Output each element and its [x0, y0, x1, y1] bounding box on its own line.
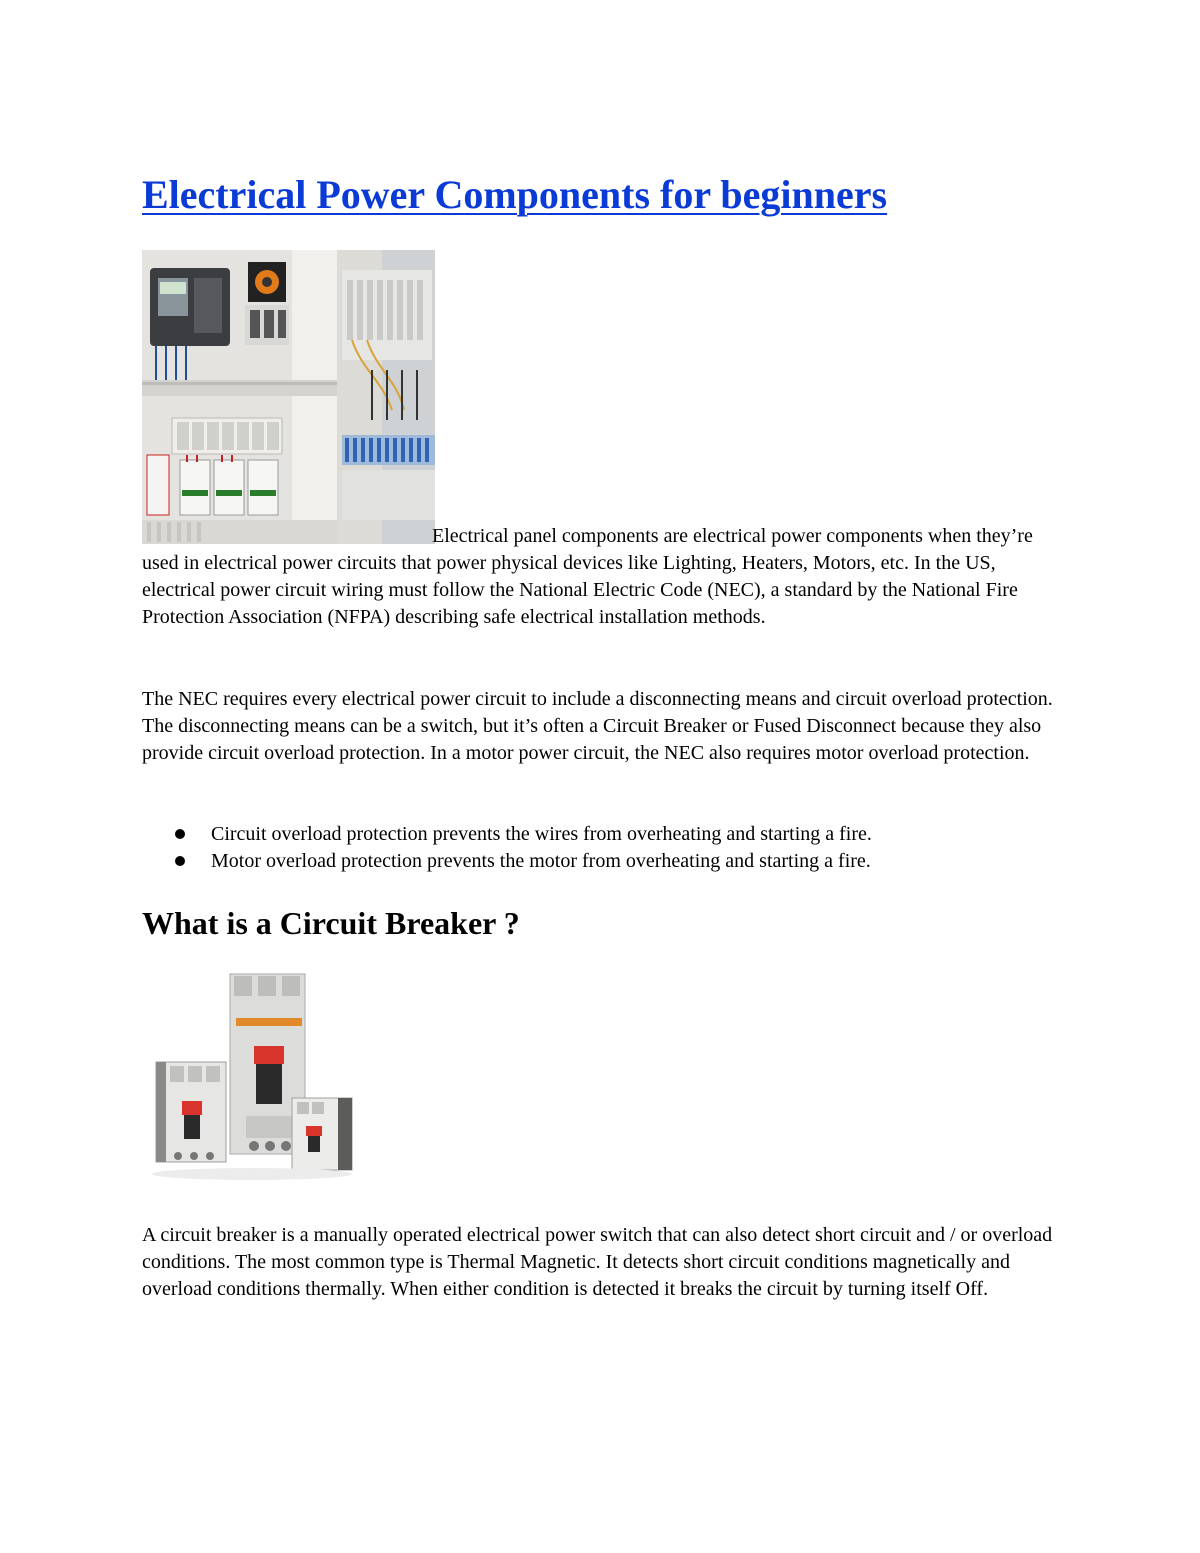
intro-paragraph-text: Electrical panel components are electrical power components when they’re used in electrical power circuits that power physical devices like Lighting, Heaters, Motors, etc. In the US, electrical power circuit wiring must follow the National Electric Code (NEC), a standard by the National Fire Protection Association (NFPA) describing safe electrical installation methods. [142, 525, 1033, 628]
list-item: Motor overload protection prevents the motor from overheating and starting a fire. [142, 848, 872, 875]
overload-bullet-list [142, 821, 872, 875]
bullet-icon [175, 829, 185, 839]
bullet-icon [175, 856, 185, 866]
section-heading: What is a Circuit Breaker ? [142, 905, 520, 941]
intro-paragraph [142, 523, 1062, 631]
circuit-breaker-paragraph: A circuit breaker is a manually operated electrical power switch that can also detect short circuit and / or overload conditions. The most common type is Thermal Magnetic. It detects short circuit conditions magnetically and overload conditions thermally. When either condition is detected it breaks the circuit by turning itself Off. [142, 1224, 1053, 1300]
page-title-link[interactable]: Electrical Power Components for beginners [142, 172, 888, 217]
electrical-panel-image [142, 250, 435, 544]
nec-paragraph: The NEC requires every electrical power circuit to include a disconnecting means and circuit overload protection. The disconnecting means can be a switch, but it’s often a Circuit Breaker or Fused Disconnect because they also provide circuit overload protection. In a motor power circuit, the NEC also requires motor overload protection. [142, 688, 1053, 764]
circuit-breaker-image [142, 966, 364, 1188]
list-item: Circuit overload protection prevents the wires from overheating and starting a fire. [142, 821, 872, 848]
